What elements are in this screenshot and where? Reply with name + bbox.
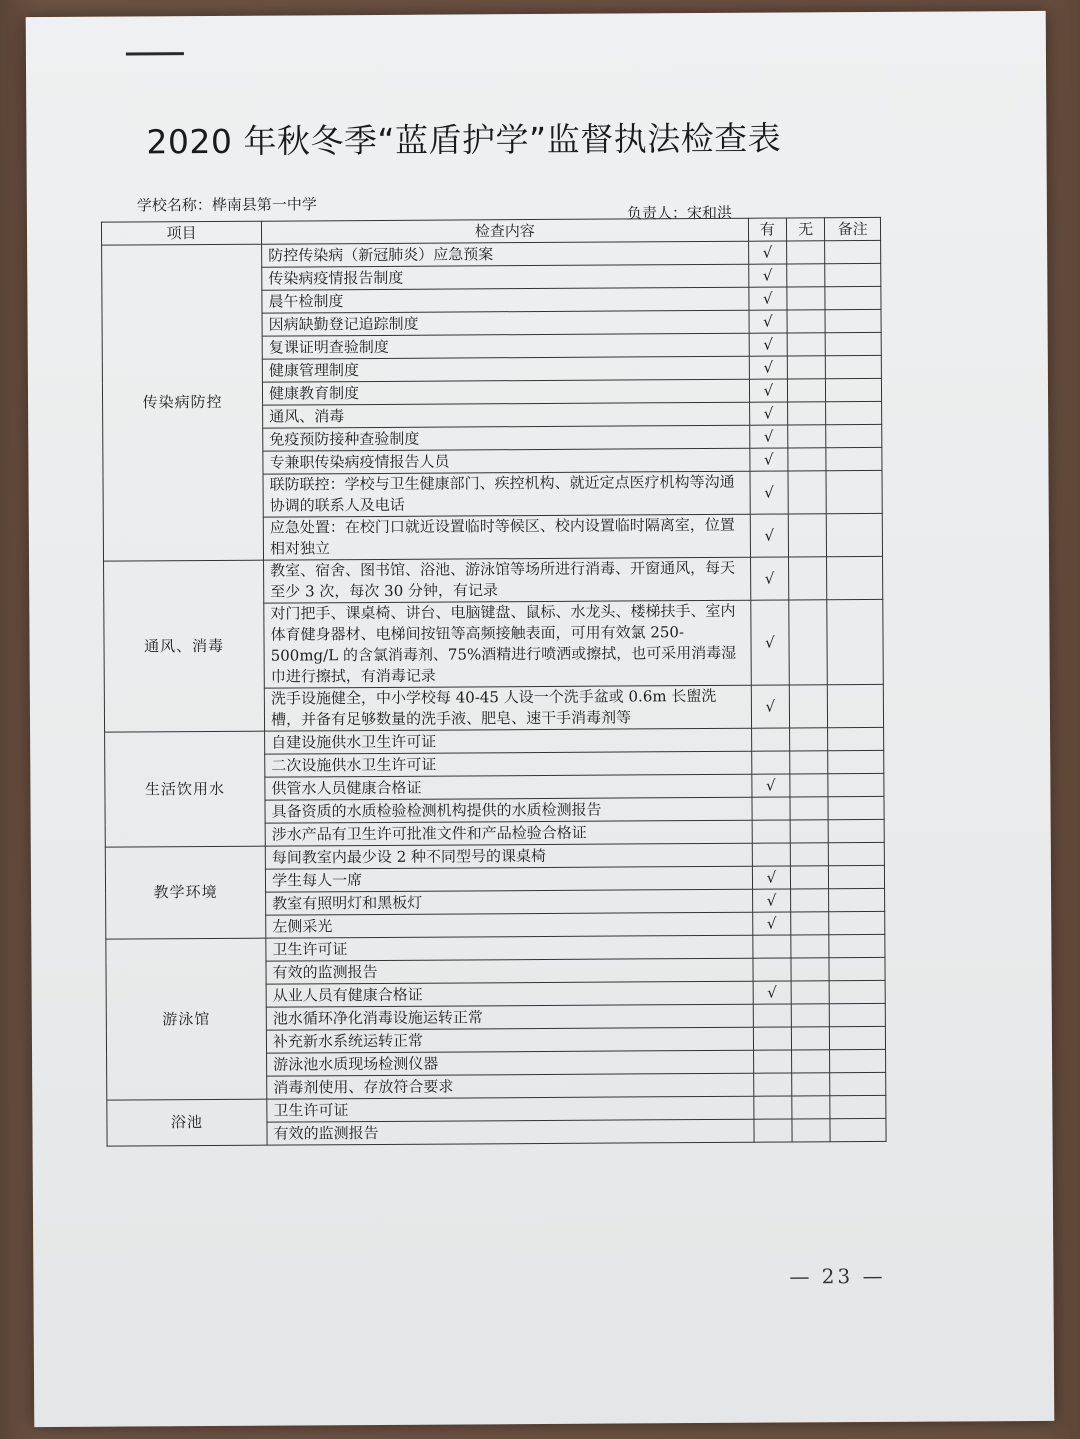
content-cell: 卫生许可证 bbox=[267, 1096, 754, 1122]
no-cell bbox=[788, 448, 827, 471]
school-line bbox=[137, 193, 317, 215]
yes-cell bbox=[753, 1096, 792, 1119]
check-mark: √ bbox=[767, 983, 777, 1002]
owner-label: 负责人： bbox=[626, 204, 687, 223]
no-cell bbox=[790, 866, 829, 889]
content-cell: 专兼职传染病疫情报告人员 bbox=[263, 448, 750, 474]
inspection-table bbox=[101, 217, 887, 1147]
no-cell bbox=[792, 1119, 831, 1142]
check-mark: √ bbox=[764, 569, 775, 588]
no-cell bbox=[787, 333, 826, 356]
content-cell: 传染病疫情报告制度 bbox=[262, 264, 749, 290]
check-mark: √ bbox=[764, 526, 775, 545]
note-cell bbox=[826, 447, 882, 470]
no-cell bbox=[791, 1004, 830, 1027]
no-cell bbox=[790, 728, 829, 751]
no-cell bbox=[791, 981, 830, 1004]
content-cell: 复课证明查验制度 bbox=[262, 333, 749, 359]
yes-cell bbox=[754, 1119, 793, 1142]
content-cell: 教室有照明灯和黑板灯 bbox=[266, 889, 753, 915]
yes-cell bbox=[752, 820, 791, 843]
yes-cell bbox=[752, 797, 791, 820]
yes-cell bbox=[752, 866, 791, 889]
page-number: — 23 — bbox=[789, 1263, 886, 1289]
content-cell: 补充新水系统运转正常 bbox=[266, 1027, 753, 1053]
note-cell bbox=[830, 1026, 886, 1049]
no-cell bbox=[790, 774, 829, 797]
header-item: 项目 bbox=[101, 221, 261, 245]
content-cell: 供管水人员健康合格证 bbox=[265, 774, 752, 800]
no-cell bbox=[792, 1096, 831, 1119]
yes-cell bbox=[749, 287, 788, 310]
header-dash-mark bbox=[126, 52, 184, 55]
yes-cell bbox=[751, 728, 790, 751]
note-cell bbox=[825, 309, 881, 332]
content-cell: 学生每人一席 bbox=[265, 866, 752, 892]
check-mark: √ bbox=[763, 335, 773, 354]
school-name: 桦南县第一中学 bbox=[211, 195, 317, 214]
yes-cell bbox=[753, 958, 792, 981]
note-cell bbox=[829, 957, 885, 980]
note-cell bbox=[830, 1072, 886, 1095]
no-cell bbox=[787, 264, 826, 287]
category-cell: 生活饮用水 bbox=[105, 731, 266, 847]
note-cell bbox=[829, 934, 885, 957]
yes-cell bbox=[749, 356, 788, 379]
note-cell bbox=[830, 1095, 886, 1118]
yes-cell bbox=[748, 241, 787, 264]
no-cell bbox=[788, 425, 827, 448]
content-cell: 池水循环净化消毒设施运转正常 bbox=[266, 1004, 753, 1030]
note-cell bbox=[825, 240, 881, 263]
content-cell: 消毒剂使用、存放符合要求 bbox=[267, 1073, 754, 1099]
document-title: 2020 年秋冬季“蓝盾护学”监督执法检查表 bbox=[146, 118, 782, 162]
content-cell: 有效的监测报告 bbox=[266, 958, 753, 984]
no-cell bbox=[788, 402, 827, 425]
header-note: 备注 bbox=[825, 217, 881, 240]
check-mark: √ bbox=[764, 483, 774, 502]
content-cell: 因病缺勤登记追踪制度 bbox=[262, 310, 749, 336]
note-cell bbox=[829, 888, 885, 911]
no-cell bbox=[790, 820, 829, 843]
yes-cell bbox=[752, 889, 791, 912]
note-cell bbox=[825, 263, 881, 286]
note-cell bbox=[826, 401, 882, 424]
check-mark: √ bbox=[763, 427, 774, 446]
content-cell: 游泳池水质现场检测仪器 bbox=[267, 1050, 754, 1076]
content-cell: 健康教育制度 bbox=[262, 379, 749, 405]
category-cell: 浴池 bbox=[107, 1099, 267, 1146]
content-cell: 每间教室内最少设 2 种不同型号的课桌椅 bbox=[265, 843, 752, 869]
content-cell: 联防联控：学校与卫生健康部门、疾控机构、就近定点医疗机构等沟通 协调的联系人及电话 bbox=[263, 471, 750, 517]
yes-cell bbox=[750, 471, 789, 514]
yes-cell bbox=[750, 557, 789, 600]
yes-cell bbox=[752, 935, 791, 958]
note-cell bbox=[826, 332, 882, 355]
no-cell bbox=[788, 514, 827, 557]
no-cell bbox=[787, 287, 826, 310]
yes-cell bbox=[749, 310, 788, 333]
no-cell bbox=[790, 843, 829, 866]
content-cell: 二次设施供水卫生许可证 bbox=[265, 751, 752, 777]
yes-cell bbox=[751, 774, 790, 797]
check-mark: √ bbox=[766, 914, 777, 933]
content-cell: 具备资质的水质检验检测机构提供的水质检测报告 bbox=[265, 797, 752, 823]
content-cell: 有效的监测报告 bbox=[267, 1119, 754, 1145]
no-cell bbox=[787, 379, 826, 402]
paper-sheet bbox=[26, 11, 1055, 1427]
content-cell: 自建设施供水卫生许可证 bbox=[265, 728, 752, 754]
no-cell bbox=[791, 889, 830, 912]
check-mark: √ bbox=[763, 450, 774, 469]
yes-cell bbox=[753, 1073, 792, 1096]
no-cell bbox=[791, 912, 830, 935]
check-mark: √ bbox=[763, 358, 774, 377]
check-mark: √ bbox=[762, 266, 773, 285]
yes-cell bbox=[748, 264, 787, 287]
check-mark: √ bbox=[765, 633, 775, 652]
header-no: 无 bbox=[787, 218, 826, 241]
yes-cell bbox=[753, 981, 792, 1004]
content-cell: 防控传染病（新冠肺炎）应急预案 bbox=[262, 241, 749, 267]
no-cell bbox=[789, 600, 828, 685]
content-cell: 通风、消毒 bbox=[263, 402, 750, 428]
content-cell: 晨午检制度 bbox=[262, 287, 749, 313]
note-cell bbox=[829, 911, 885, 934]
no-cell bbox=[788, 471, 827, 514]
category-cell: 通风、消毒 bbox=[104, 560, 265, 732]
note-cell bbox=[825, 286, 881, 309]
no-cell bbox=[790, 797, 829, 820]
header-yes: 有 bbox=[748, 218, 787, 241]
no-cell bbox=[791, 935, 830, 958]
content-cell: 涉水产品有卫生许可批准文件和产品检验合格证 bbox=[265, 820, 752, 846]
yes-cell bbox=[752, 912, 791, 935]
note-cell bbox=[826, 378, 882, 401]
yes-cell bbox=[753, 1027, 792, 1050]
yes-cell bbox=[749, 333, 788, 356]
note-cell bbox=[830, 1118, 886, 1141]
note-cell bbox=[829, 842, 885, 865]
check-mark: √ bbox=[766, 868, 777, 887]
note-cell bbox=[828, 796, 884, 819]
check-mark: √ bbox=[762, 243, 773, 262]
content-cell: 洗手设施健全，中小学校每 40-45 人设一个洗手盆或 0.6m 长盥洗槽，并备有足够数量的洗手液、肥皂、速干手消毒剂等 bbox=[264, 685, 751, 731]
note-cell bbox=[827, 599, 883, 684]
check-mark: √ bbox=[763, 404, 774, 423]
content-cell: 左侧采光 bbox=[266, 912, 753, 938]
yes-cell bbox=[750, 448, 789, 471]
no-cell bbox=[792, 1073, 831, 1096]
note-cell bbox=[829, 819, 885, 842]
content-cell: 免疫预防接种查验制度 bbox=[263, 425, 750, 451]
note-cell bbox=[830, 1049, 886, 1072]
check-mark: √ bbox=[763, 312, 773, 331]
no-cell bbox=[787, 241, 826, 264]
yes-cell bbox=[749, 402, 788, 425]
yes-cell bbox=[751, 751, 790, 774]
header-content: 检查内容 bbox=[262, 218, 749, 244]
category-cell: 传染病防控 bbox=[102, 244, 264, 561]
no-cell bbox=[787, 356, 826, 379]
note-cell bbox=[826, 424, 882, 447]
no-cell bbox=[787, 310, 826, 333]
table-body bbox=[102, 240, 886, 1146]
no-cell bbox=[789, 557, 828, 600]
note-cell bbox=[828, 773, 884, 796]
content-cell: 对门把手、课桌椅、讲台、电脑键盘、鼠标、水龙头、楼梯扶手、室内体育健身器材、电梯间按钮等高频接触表面，可用有效氯 250-500mg/L 的含氯消毒剂、75%酒精进行喷洒或擦拭，也可采用消毒湿巾进行擦拭，有消毒记录 bbox=[264, 600, 751, 688]
note-cell bbox=[829, 865, 885, 888]
content-cell: 教室、宿舍、图书馆、浴池、游泳馆等场所进行消毒、开窗通风，每天至少 3 次，每次 30 分钟，有记录 bbox=[264, 557, 751, 603]
note-cell bbox=[830, 980, 886, 1003]
content-cell: 应急处置：在校门口就近设置临时等候区、校内设置临时隔离室，位置相对独立 bbox=[263, 514, 750, 560]
check-mark: √ bbox=[765, 776, 776, 795]
content-cell: 健康管理制度 bbox=[262, 356, 749, 382]
no-cell bbox=[792, 1050, 831, 1073]
owner-name: 宋和洪 bbox=[686, 203, 732, 223]
yes-cell bbox=[753, 1050, 792, 1073]
note-cell bbox=[826, 355, 882, 378]
category-cell: 教学环境 bbox=[105, 846, 266, 939]
yes-cell bbox=[752, 843, 791, 866]
note-cell bbox=[827, 556, 883, 599]
content-cell: 从业人员有健康合格证 bbox=[266, 981, 753, 1007]
category-cell: 游泳馆 bbox=[106, 938, 267, 1100]
content-cell: 卫生许可证 bbox=[266, 935, 753, 961]
note-cell bbox=[826, 470, 882, 513]
no-cell bbox=[791, 1027, 830, 1050]
no-cell bbox=[791, 958, 830, 981]
note-cell bbox=[827, 513, 883, 556]
no-cell bbox=[790, 751, 829, 774]
check-mark: √ bbox=[762, 289, 773, 308]
check-mark: √ bbox=[766, 891, 777, 910]
check-mark: √ bbox=[763, 381, 774, 400]
note-cell bbox=[828, 727, 884, 750]
yes-cell bbox=[750, 600, 789, 685]
note-cell bbox=[828, 684, 884, 727]
yes-cell bbox=[749, 425, 788, 448]
no-cell bbox=[789, 685, 828, 728]
yes-cell bbox=[751, 685, 790, 728]
note-cell bbox=[828, 750, 884, 773]
school-label: 学校名称： bbox=[136, 195, 212, 215]
table-row bbox=[104, 556, 883, 604]
yes-cell bbox=[749, 379, 788, 402]
check-mark: √ bbox=[765, 697, 776, 716]
note-cell bbox=[830, 1003, 886, 1026]
yes-cell bbox=[753, 1004, 792, 1027]
yes-cell bbox=[750, 514, 789, 557]
